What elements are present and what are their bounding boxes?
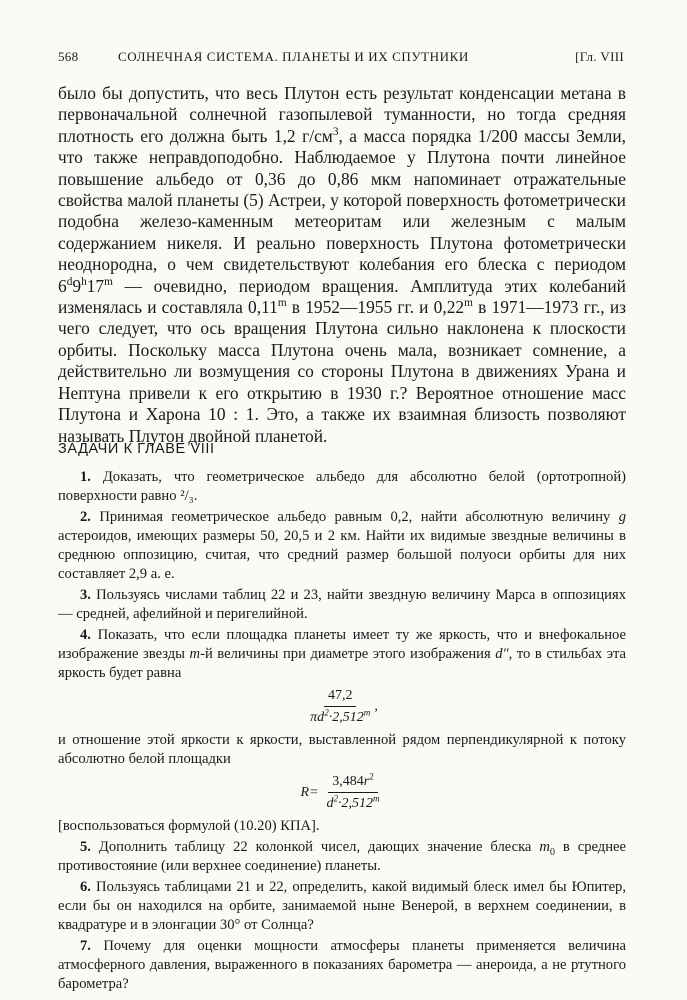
denominator <box>322 793 383 813</box>
text-run: ·2,512 <box>328 710 364 725</box>
text-run: , а масса порядка 1/200 массы Земли, что также неправдоподобно. Наблюдаемое у Плутона почти линейное повышение альбедо от 0,36 до 0,86 мкм напоминает отражательные свойства малой планеты (5) Астреи, у которой поверхность фотометрически подобна железо-каменным метеоритам или железным с малым содержанием никеля. И реально поверхность Плутона фотометрически неоднородна, о чем свидетельствуют колебания его блеска с периодом 6 <box>58 125 626 296</box>
variable: g <box>618 509 626 525</box>
text-run: в среднее противостояние (или верхнее соединение) планеты. <box>58 839 626 874</box>
section-heading: ЗАДАЧИ К ГЛАВЕ VIII <box>58 441 215 457</box>
text-run: в 1971—1973 гг., из чего следует, что ось вращения Плутона сильно наклонена к плоскости орбиты. Поскольку масса Плутона очень мала, возникает сомнение, а действительно ли возмущения со стороны Плутона в движениях Урана и Нептуна привели к его открытию в 1930 г.? Вероятное отношение масс Плутона и Харона 10 : 1. Это, а также их взаимная близость позволяют называть Плутон двойной планетой. <box>58 297 627 446</box>
text-run: было бы допустить, что весь Плутон есть результат конденсации метана в первоначальной солнечной газопылевой туманности, но тогда средняя плотность его должна быть 1,2 г/см <box>58 83 626 146</box>
text-run: — очевидно, периодом вращения. Амплитуда этих колебаний изменялась и составляла 0,11 <box>58 275 626 318</box>
running-header <box>58 49 624 69</box>
text-run: Показать, что если площадка планеты имеет ту же яркость, что и внефокальное изображение звезды <box>58 627 626 662</box>
text-run: 9 <box>72 275 82 296</box>
variable: d″ <box>495 646 509 662</box>
fraction: ²/₃ <box>180 488 194 504</box>
problem-number: 5. <box>80 839 91 855</box>
text-run: 17 <box>86 275 105 296</box>
text-run: d <box>326 796 334 811</box>
problem-2 <box>58 508 626 584</box>
denominator <box>306 707 374 727</box>
problem-5 <box>58 838 626 876</box>
text-run: Пользуясь числами таблиц 22 и 23, найти звездную величину Марса в оппозициях — средней, афелийной и перигелийной. <box>58 587 626 622</box>
problem-number: 4. <box>80 627 91 643</box>
text-run: Доказать, что геометрическое альбедо для абсолютно белой (ортотропной) поверхности равно <box>58 469 626 504</box>
problem-number: 6. <box>80 879 91 895</box>
superscript: d <box>66 275 73 288</box>
superscript: m <box>104 275 113 288</box>
text-run: 3,484 <box>332 774 364 789</box>
text-run: , <box>374 699 378 714</box>
subscript: 0 <box>549 846 555 858</box>
text-run: Дополнить таблицу 22 колонкой чисел, дающих значение блеска <box>90 839 540 855</box>
text-run: . <box>193 488 198 504</box>
text-run: , то в стильбах эта яркость будет равна <box>58 646 626 681</box>
variable: r <box>363 774 370 789</box>
problem-1 <box>58 468 626 506</box>
formula-lhs: R= <box>300 785 319 800</box>
text-run: Принимая геометрическое альбедо равным 0,2, найти абсолютную величину <box>90 509 619 525</box>
superscript: m <box>277 297 287 310</box>
problem-number: 1. <box>80 469 91 485</box>
text-run: ·2,512 <box>337 796 373 811</box>
problems-list <box>58 468 626 996</box>
superscript: m <box>363 707 371 718</box>
variable: m <box>539 839 550 855</box>
problem-6 <box>58 878 626 935</box>
problem-4-continued: и отношение этой яркости к яркости, выставленной рядом перпендикулярной к потоку абсолютно белой площадки <box>58 732 626 767</box>
text-run: Пользуясь таблицами 21 и 22, определить, какой видимый блеск имел бы Юпитер, если бы он находился на орбите, занимаемой ныне Венерой, в верхнем соединении, в квадратуре и в элонгации 30° от Солнца? <box>58 879 626 933</box>
text-run: астероидов, имеющих размеры 50, 20,5 и 2 км. Найти их видимые звездные величины в среднюю оппозицию, считая, что средний размер большой полуоси орбиты для них составляет 2,9 а. е. <box>58 528 626 582</box>
numerator: 47,2 <box>324 686 357 707</box>
numerator <box>328 772 378 793</box>
page-number: 568 <box>58 49 79 64</box>
superscript: 3 <box>332 126 339 139</box>
superscript: h <box>81 275 87 288</box>
problem-number: 3. <box>80 587 91 603</box>
superscript: m <box>464 297 473 310</box>
problem-number: 2. <box>80 509 91 525</box>
running-title: СОЛНЕЧНАЯ СИСТЕМА. ПЛАНЕТЫ И ИХ СПУТНИКИ <box>118 49 469 64</box>
formula-brightness <box>58 686 626 727</box>
superscript: m <box>372 793 380 804</box>
superscript: 2 <box>324 707 329 718</box>
problem-4-reference: [воспользоваться формулой (10.20) КПА]. <box>58 818 320 834</box>
text-run: πd <box>310 710 325 725</box>
problem-3 <box>58 586 626 624</box>
superscript: 2 <box>369 771 374 782</box>
text-run: -й величины при диаметре этого изображения <box>200 646 496 662</box>
problem-7 <box>58 937 626 994</box>
variable: m <box>189 646 201 662</box>
problem-number: 7. <box>80 938 91 954</box>
chapter-marker: [Гл. VIII <box>575 49 624 64</box>
text-run: в 1952—1955 гг. и 0,22 <box>286 297 465 318</box>
formula-ratio <box>58 772 626 813</box>
text-run: Почему для оценки мощности атмосферы планеты применяется величина атмосферного давления, выраженного в показаниях барометра — анероида, а не ртутного барометра? <box>58 938 626 992</box>
fraction <box>322 772 383 813</box>
fraction <box>306 686 374 727</box>
problem-4 <box>58 626 626 683</box>
body-paragraph <box>58 83 626 447</box>
superscript: 2 <box>333 793 338 804</box>
